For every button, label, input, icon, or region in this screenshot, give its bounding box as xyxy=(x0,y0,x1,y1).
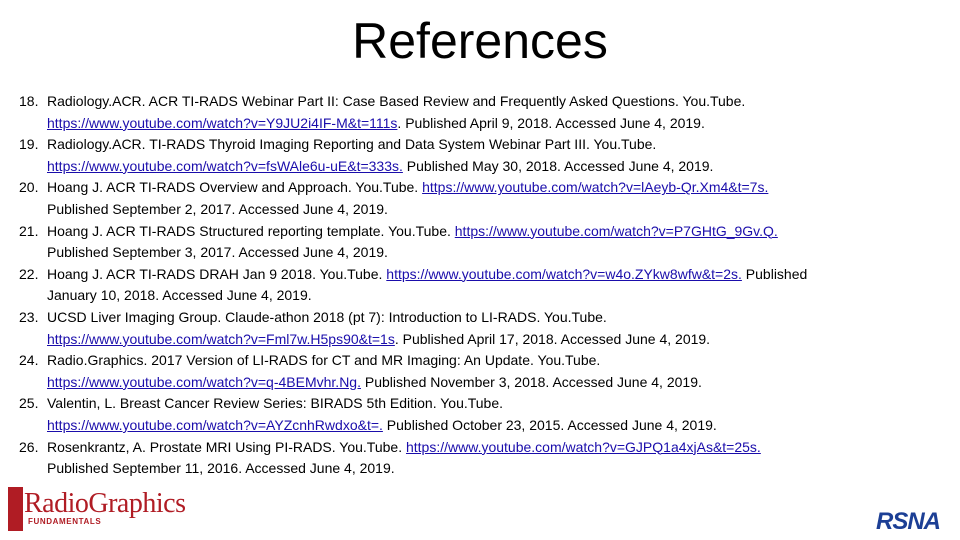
reference-number: 24. xyxy=(19,352,39,369)
reference-number: 26. xyxy=(19,438,39,455)
reference-item xyxy=(19,221,949,264)
rsna-logo: RSNA xyxy=(876,508,941,535)
reference-segment: Valentin, L. Breast Cancer Review Series: BIRADS 5th Edition. You.Tube. xyxy=(47,395,504,412)
reference-segment: Published September 2, 2017. Accessed June 4, 2019. xyxy=(47,200,388,217)
reference-segment: January 10, 2018. Accessed June 4, 2019. xyxy=(47,287,312,304)
reference-segment: . Published April 9, 2018. Accessed June 4, 2019. xyxy=(397,114,705,131)
reference-text xyxy=(47,221,949,264)
reference-segment: Published May 30, 2018. Accessed June 4, 2019. xyxy=(402,157,714,174)
reference-segment: Published September 11, 2016. Accessed June 4, 2019. xyxy=(47,460,395,477)
reference-line xyxy=(47,458,949,480)
reference-segment: Published November 3, 2018. Accessed June 4, 2019. xyxy=(360,373,702,390)
reference-line xyxy=(47,437,949,459)
reference-item xyxy=(19,350,949,393)
reference-number: 21. xyxy=(19,222,39,239)
reference-link[interactable]: https://www.youtube.com/watch?v=w4o.ZYkw8wfw&t=2s. xyxy=(386,265,742,282)
reference-item xyxy=(19,91,949,134)
reference-line xyxy=(47,156,949,178)
reference-text xyxy=(47,177,949,220)
reference-item xyxy=(19,437,949,480)
reference-number: 18. xyxy=(19,93,39,109)
reference-list xyxy=(19,91,949,480)
reference-segment: Radiology.ACR. ACR TI-RADS Webinar Part II: Case Based Review and Frequently Asked Questions. You.Tube. xyxy=(47,93,746,109)
reference-number: 25. xyxy=(19,395,39,412)
reference-item xyxy=(19,134,949,177)
reference-number: 19. xyxy=(19,136,39,153)
reference-line xyxy=(47,221,949,243)
radiographics-logo-text: RadioGraphics xyxy=(24,488,186,519)
reference-line xyxy=(47,113,949,135)
reference-link[interactable]: https://www.youtube.com/watch?v=GJPQ1a4xjAs&t=25s. xyxy=(405,438,761,455)
reference-text xyxy=(47,437,949,480)
reference-line xyxy=(47,134,949,156)
reference-segment: Radio.Graphics. 2017 Version of LI-RADS for CT and MR Imaging: An Update. You.Tube. xyxy=(47,352,601,369)
reference-text xyxy=(47,350,949,393)
reference-segment: Hoang J. ACR TI-RADS Overview and Approach. You.Tube. xyxy=(47,179,423,196)
radiographics-logo-subtitle: FUNDAMENTALS xyxy=(28,517,102,526)
reference-number: 23. xyxy=(19,308,39,325)
reference-line xyxy=(47,264,949,286)
reference-text xyxy=(47,134,949,177)
reference-line xyxy=(47,393,949,415)
reference-line xyxy=(47,242,949,264)
reference-line xyxy=(47,329,949,351)
reference-link[interactable]: https://www.youtube.com/watch?v=lAeyb-Qr.Xm4&t=7s. xyxy=(422,179,769,196)
reference-item xyxy=(19,307,949,350)
reference-link[interactable]: https://www.youtube.com/watch?v=q-4BEMvhr.Ng. xyxy=(47,373,361,390)
reference-text xyxy=(47,307,949,350)
reference-segment: Published September 3, 2017. Accessed June 4, 2019. xyxy=(47,244,388,261)
reference-link[interactable]: https://www.youtube.com/watch?v=Y9JU2i4IF-M&t=111s xyxy=(47,114,398,131)
reference-segment: Rosenkrantz, A. Prostate MRI Using PI-RADS. You.Tube. xyxy=(47,438,406,455)
reference-line xyxy=(47,177,949,199)
radiographics-logo-bar xyxy=(8,487,23,531)
reference-line xyxy=(47,199,949,221)
reference-segment: . Published April 17, 2018. Accessed June 4, 2019. xyxy=(394,330,711,347)
reference-item xyxy=(19,393,949,436)
reference-text xyxy=(47,91,949,134)
reference-segment: Hoang J. ACR TI-RADS Structured reporting template. You.Tube. xyxy=(47,222,455,239)
reference-segment: Published xyxy=(741,265,808,282)
reference-line xyxy=(47,350,949,372)
reference-line xyxy=(47,307,949,329)
reference-link[interactable]: https://www.youtube.com/watch?v=Fml7w.H5ps90&t=1s xyxy=(47,330,395,347)
reference-segment: Radiology.ACR. TI-RADS Thyroid Imaging Reporting and Data System Webinar Part III. You.Tube. xyxy=(47,136,657,153)
radiographics-logo xyxy=(4,487,204,531)
reference-line xyxy=(47,415,949,437)
reference-number: 22. xyxy=(19,265,39,282)
reference-line xyxy=(47,285,949,307)
reference-segment: Published October 23, 2015. Accessed June 4, 2019. xyxy=(382,416,717,433)
reference-number: 20. xyxy=(19,179,39,196)
reference-segment: UCSD Liver Imaging Group. Claude-athon 2018 (pt 7): Introduction to LI-RADS. You.Tube. xyxy=(47,308,607,325)
reference-link[interactable]: https://www.youtube.com/watch?v=fsWAle6u-uE&t=333s. xyxy=(47,157,403,174)
reference-item xyxy=(19,177,949,220)
reference-item xyxy=(19,264,949,307)
reference-link[interactable]: https://www.youtube.com/watch?v=AYZcnhRwdxo&t=. xyxy=(47,416,383,433)
reference-link[interactable]: https://www.youtube.com/watch?v=P7GHtG_9Gv.Q. xyxy=(454,222,778,239)
reference-line xyxy=(47,91,949,113)
reference-text xyxy=(47,393,949,436)
page-title: References xyxy=(352,13,608,69)
reference-line xyxy=(47,372,949,394)
reference-segment: Hoang J. ACR TI-RADS DRAH Jan 9 2018. You.Tube. xyxy=(47,265,387,282)
reference-text xyxy=(47,264,949,307)
